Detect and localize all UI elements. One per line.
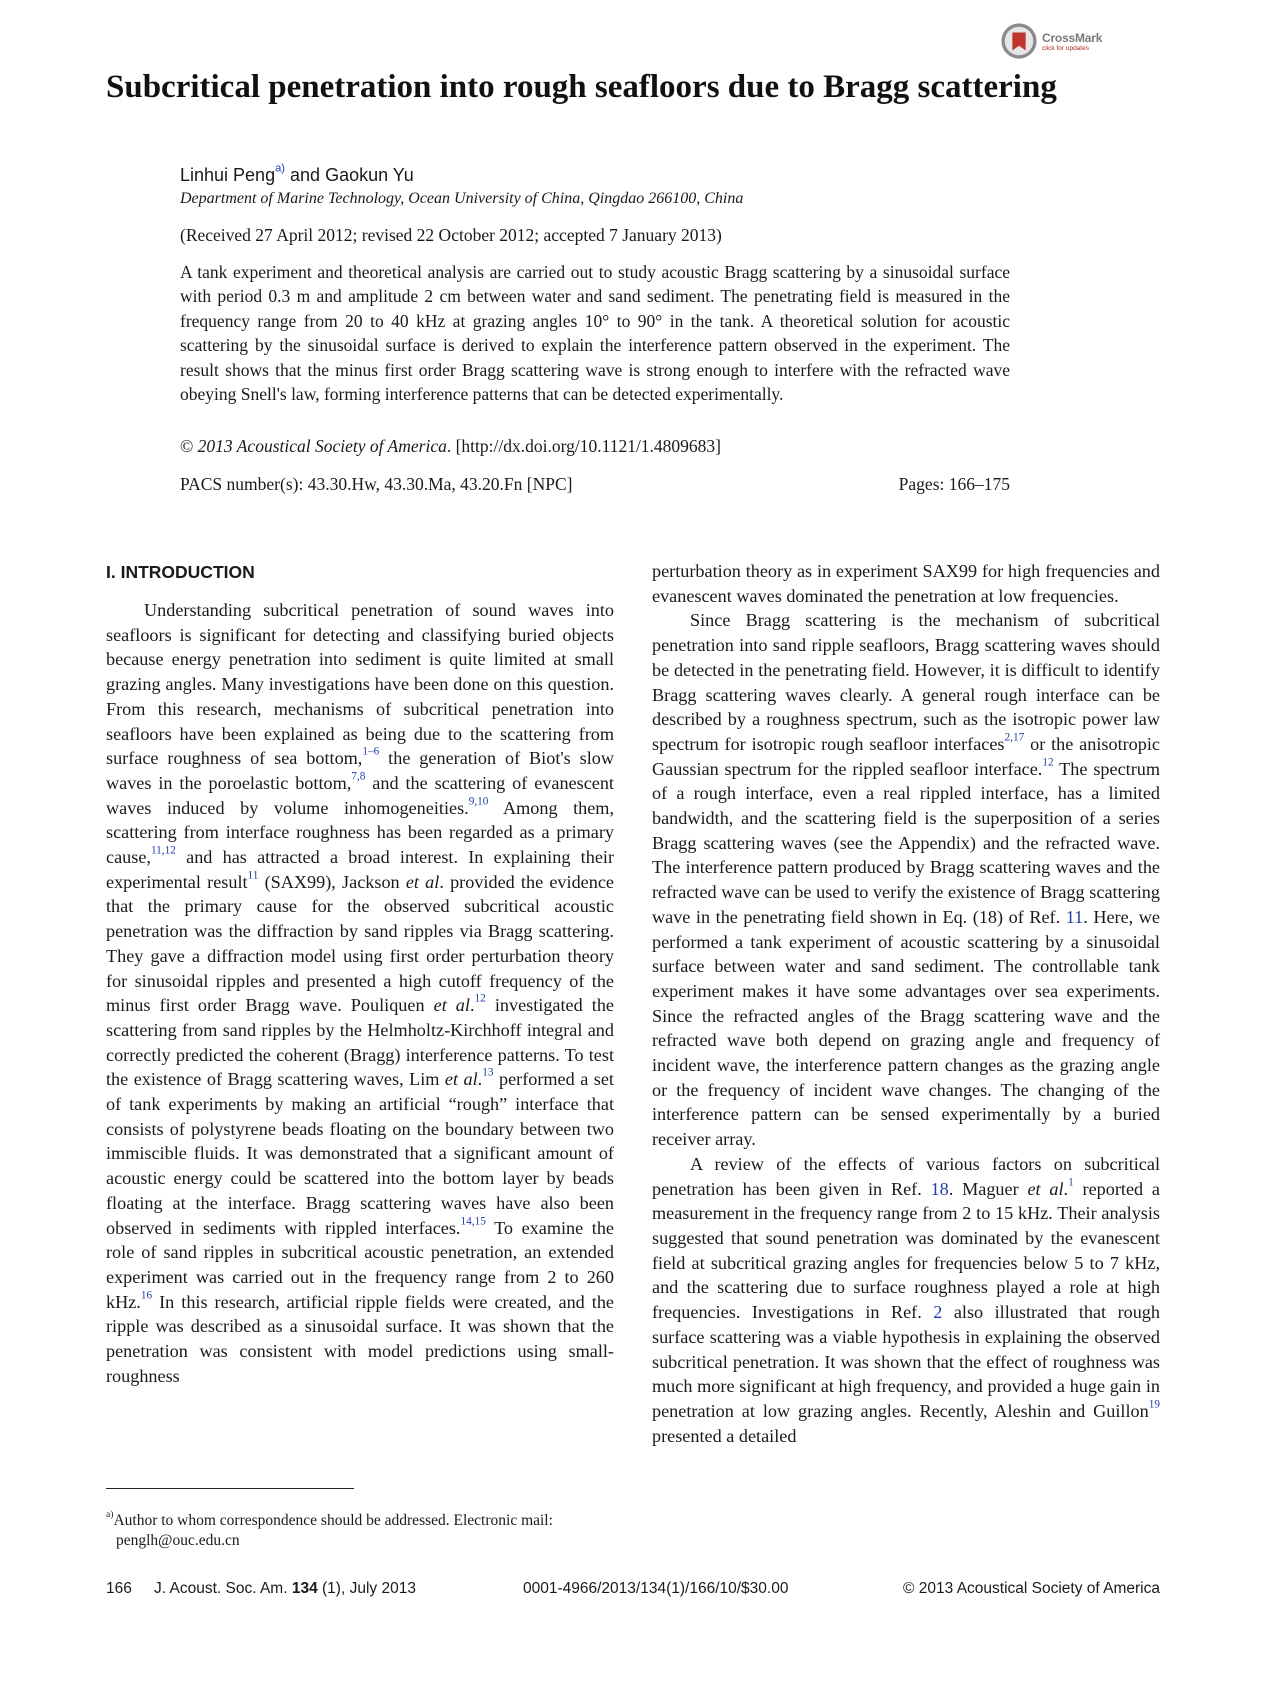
paragraph [652, 1152, 1160, 1448]
reference-link[interactable]: 2 [933, 1302, 943, 1323]
paragraph: perturbation theory as in experiment SAX99 for high frequencies and evanescent waves dominated the penetration at low frequencies. [652, 561, 1160, 606]
citation-link[interactable]: 11,12 [150, 844, 176, 857]
left-column [106, 598, 614, 1389]
body-text: or the anisotropic Gaussian spectrum for the rippled seafloor interface. [652, 733, 1160, 779]
footnote [106, 1508, 614, 1551]
body-text: and the scattering of evanescent waves induced by volume inhomogeneities. [106, 772, 614, 818]
footer-copyright: © 2013 Acoustical Society of America [903, 1580, 1160, 1597]
crossmark-title: CrossMark [1042, 30, 1103, 45]
crossmark-subtitle: click for updates [1042, 44, 1089, 52]
reference-link[interactable]: 18 [930, 1178, 949, 1199]
citation-link[interactable]: 16 [140, 1289, 153, 1302]
body-text: In this research, artificial ripple fields were created, and the ripple was described as a sinusoidal surface. It was shown that the penetration was consistent with model predictions using small-roughness [106, 1291, 614, 1386]
body-text: . Maguer [948, 1178, 1028, 1199]
abstract-copyright [180, 436, 721, 457]
footnote-divider [106, 1488, 354, 1489]
citation-link[interactable]: 14,15 [460, 1215, 486, 1227]
citation-link[interactable]: 11 [247, 869, 259, 882]
citation-link[interactable]: 9,10 [468, 795, 489, 808]
journal-name: J. Acoust. Soc. Am. [154, 1580, 292, 1597]
citation-link[interactable]: 1 [1068, 1176, 1074, 1188]
body-text: performed a set of tank experiments by making an artificial “rough” interface that consists of polystyrene beads floating on the boundary between two immiscible fluids. It was demonstrated that a significant amount of acoustic energy could be scattered into the bottom layer by beads floating at the interface. Bragg scattering waves have also been observed in sediments with rippled interfaces. [106, 1069, 614, 1238]
et-al: et al [405, 871, 440, 892]
author-footnote-marker[interactable]: a) [275, 162, 286, 175]
reference-link[interactable]: 11 [1065, 906, 1084, 927]
body-text: . [1063, 1178, 1069, 1199]
paragraph [106, 598, 614, 1389]
et-al: et al [444, 1069, 478, 1090]
footnote-email[interactable]: penglh@ouc.edu.cn [116, 1532, 240, 1549]
body-text: Understanding subcritical penetration of sound waves into seafloors is significant for detecting and classifying buried objects because energy penetration into sediment is quite limited at small grazing angles. Many investigations have been done on this question. From this research, mechanisms of subcritical penetration into seafloors have been explained as being due to the scattering from surface roughness of sea bottom, [106, 600, 614, 769]
citation-link[interactable]: 13 [482, 1066, 494, 1079]
journal-citation [154, 1580, 416, 1598]
pacs-numbers: PACS number(s): 43.30.Hw, 43.30.Ma, 43.20.Fn [NPC] [180, 474, 573, 494]
author-list [180, 162, 414, 186]
section-heading: I. INTRODUCTION [106, 562, 255, 582]
body-text: presented a detailed [652, 1425, 797, 1446]
citation-link[interactable]: 2,17 [1004, 731, 1025, 744]
body-text: . [469, 995, 475, 1016]
body-text: the generation of Biot's slow waves in the poroelastic bottom, [106, 748, 614, 793]
page-range: Pages: 166–175 [898, 474, 1010, 494]
author-connector: and [285, 165, 326, 185]
abstract: A tank experiment and theoretical analysis are carried out to study acoustic Bragg scattering by a sinusoidal surface with period 0.3 m and amplitude 2 cm between water and sand sediment. The penetrating field is measured in the frequency range from 20 to 40 kHz at grazing angles 10° to 90° in the tank. A theoretical solution for acoustic scattering by the sinusoidal surface is derived to explain the interference pattern observed in the experiment. The result shows that the minus first order Bragg scattering wave is strong enough to interfere with the refracted wave obeying Snell's law, forming interference patterns that can be detected experimentally. [180, 262, 1010, 405]
body-text: Among them, scattering from interface roughness has been regarded as a primary cause, [106, 797, 614, 868]
copyright-society: 2013 Acoustical Society of America [193, 436, 447, 456]
body-text: investigated the scattering from sand ripples by the Helmholtz-Kirchhoff integral and correctly predicted the coherent (Bragg) interference patterns. To test the existence of Bragg scattering waves, Lim [106, 995, 615, 1090]
journal-issue-date: (1), July 2013 [317, 1580, 416, 1597]
et-al: et al [433, 995, 470, 1016]
crossmark-badge[interactable] [1000, 20, 1125, 62]
body-text: Since Bragg scattering is the mechanism of subcritical penetration into sand ripple seafloors, Bragg scattering waves should be detected in the penetrating field. However, it is difficult to identify Bragg scattering waves clearly. A general rough interface can be described by a roughness spectrum, such as the isotropic power law spectrum for isotropic rough seafloor interfaces [652, 610, 1160, 754]
body-text: . [477, 1069, 483, 1090]
affiliation: Department of Marine Technology, Ocean University of China, Qingdao 266100, China [180, 190, 744, 207]
body-text: reported a measurement in the frequency range from 2 to 15 kHz. Their analysis suggested that sound penetration was dominated by the evanescent field at subcritical grazing angles for frequencies below 5 to 7 kHz, and the scattering due to surface roughness played a role at high frequencies. Investigations in Ref. [652, 1178, 1161, 1323]
body-text: also illustrated that rough surface scattering was a viable hypothesis in explaining the observed subcritical penetration. It was shown that the effect of roughness was much more significant at high frequency, and provided a huge gain in penetration at low grazing angles. Recently, Aleshin and Guillon [652, 1302, 1160, 1421]
author-name: Gaokun Yu [325, 165, 414, 185]
copyright-symbol: © [180, 436, 194, 456]
page-footer [106, 1580, 1160, 1602]
citation-link[interactable]: 12 [1042, 756, 1054, 769]
crossmark-icon [1000, 22, 1038, 60]
article-title: Subcritical penetration into rough seafloors due to Bragg scattering [106, 69, 1057, 105]
footnote-text: Author to whom correspondence should be addressed. Electronic mail: [113, 1512, 553, 1529]
et-al: et al [1027, 1178, 1064, 1199]
received-dates: (Received 27 April 2012; revised 22 October 2012; accepted 7 January 2013) [180, 225, 722, 245]
citation-link[interactable]: 12 [474, 992, 486, 1005]
right-column [652, 559, 1160, 1448]
page-number: 166 [106, 1580, 132, 1597]
body-text: . provided the evidence that the primary cause for the observed subcritical acoustic penetration was the diffraction by sand ripples via Bragg scattering. They gave a diffraction model using first order perturbation theory for sinusoidal ripples and presented a high cutoff frequency of the minus first order Bragg wave. Pouliquen [106, 871, 614, 1016]
body-text: . Here, we performed a tank experiment of acoustic scattering by a sinusoidal surface between water and sand sediment. The controllable tank experiment makes it have some advantages over sea experiments. Since the refracted angles of the Bragg scattering wave and the refracted wave both depend on grazing angle and frequency of incident wave, the interference pattern changes as the grazing angle or the frequency of incident wave changes. The changing of the interference pattern can be sensed experimentally by a buried receiver array. [652, 906, 1160, 1150]
paragraph [652, 608, 1160, 1151]
author-name: Linhui Peng [180, 165, 276, 185]
body-text: (SAX99), Jackson [258, 871, 406, 892]
body-text: To examine the role of sand ripples in subcritical acoustic penetration, an extended experiment was carried out in the frequency range from 2 to 260 kHz. [106, 1217, 614, 1312]
body-text: A review of the effects of various factors on subcritical penetration has been given in Ref. [652, 1153, 1160, 1199]
citation-link[interactable]: 19 [1148, 1398, 1160, 1411]
doi-link[interactable]: . [http://dx.doi.org/10.1121/1.4809683] [446, 436, 722, 456]
body-text: The spectrum of a rough interface, even a real rippled interface, has a limited bandwidth, and the scattering field is the superposition of a series Bragg scattering waves (see the Appendix) and the refracted wave. The interference pattern produced by Bragg scattering waves and the refracted wave can be used to verify the existence of Bragg scattering wave in the penetrating field shown in Eq. (18) of Ref. [652, 758, 1160, 927]
journal-volume: 134 [291, 1580, 318, 1597]
citation-link[interactable]: 7,8 [351, 770, 366, 783]
article-code: 0001-4966/2013/134(1)/166/10/$30.00 [523, 1580, 789, 1597]
footnote-marker: a) [106, 1508, 114, 1520]
citation-link[interactable]: 1–6 [362, 745, 380, 758]
body-text: and has attracted a broad interest. In explaining their experimental result [106, 847, 614, 892]
